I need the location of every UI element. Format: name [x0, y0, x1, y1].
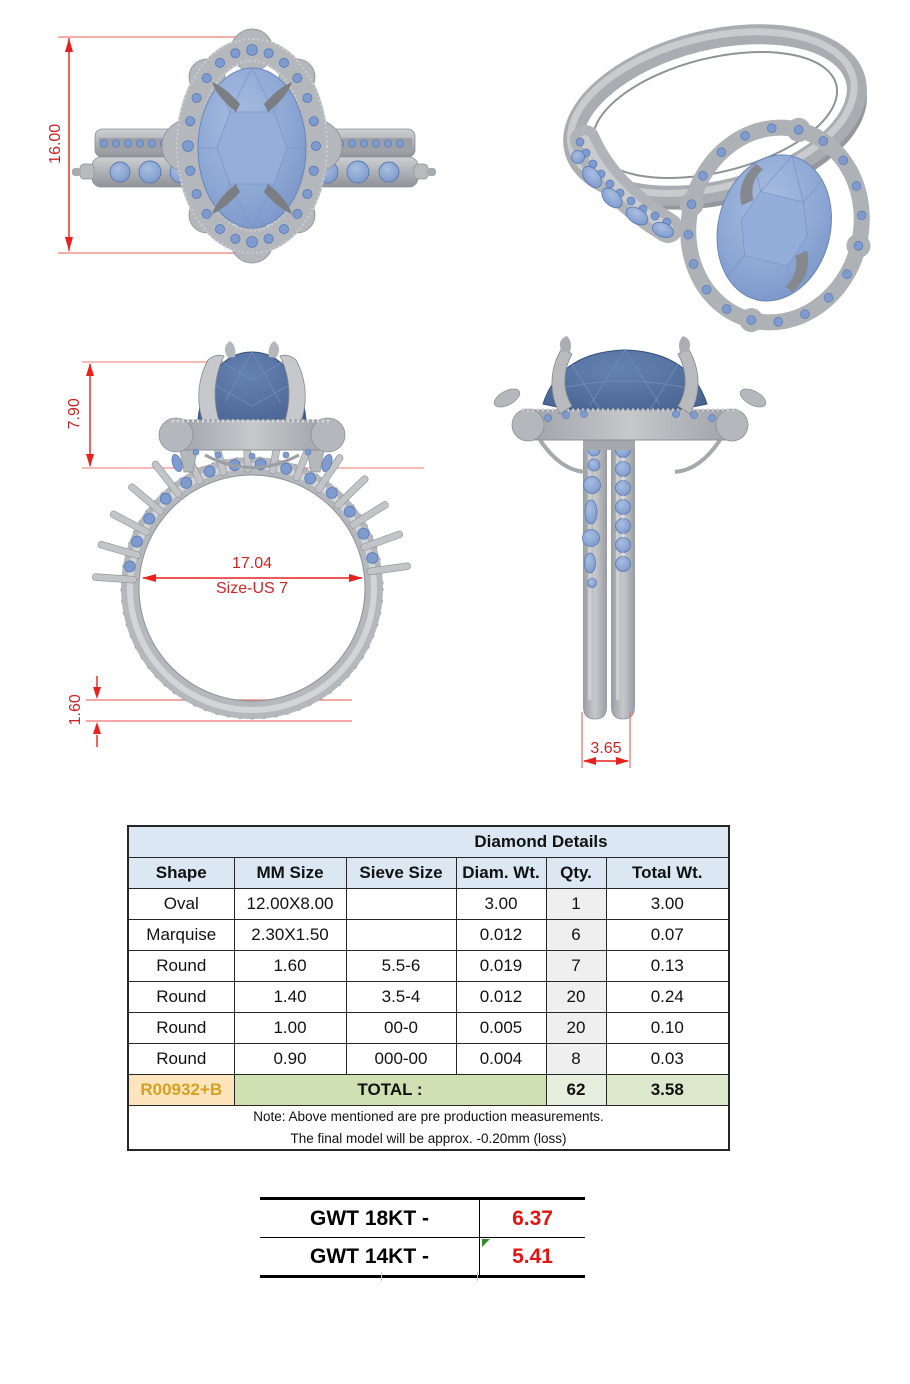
dim-overall-height: 16.00 [47, 123, 65, 164]
col-header-qty: Qty. [546, 858, 606, 889]
cell-mm-size: 2.30X1.50 [234, 920, 346, 951]
gwt-14kt-label: GWT 14KT - [260, 1238, 480, 1275]
gwt-row-18kt [260, 1200, 585, 1237]
cell-diam-wt: 0.019 [456, 951, 546, 982]
cell-mm-size: 1.40 [234, 982, 346, 1013]
gold-weight-box [260, 1197, 585, 1278]
cell-qty: 8 [546, 1044, 606, 1075]
cell-shape: Round [128, 1013, 234, 1044]
cell-sieve-size [346, 889, 456, 920]
gridline-stub [381, 1272, 382, 1281]
head-front [159, 341, 345, 473]
cell-mm-size: 0.90 [234, 1044, 346, 1075]
cell-qty: 6 [546, 920, 606, 951]
note-text [128, 1106, 729, 1151]
view-perspective [553, 3, 896, 355]
gridline-stub [477, 1272, 478, 1281]
cell-qty: 20 [546, 982, 606, 1013]
total-label: TOTAL : [234, 1075, 546, 1106]
note-row [128, 1106, 729, 1151]
cell-diam-wt: 0.005 [456, 1013, 546, 1044]
cell-mm-size: 12.00X8.00 [234, 889, 346, 920]
col-header-mm-size: MM Size [234, 858, 346, 889]
dim-inner-diameter: 17.04 [231, 555, 273, 572]
table-row [128, 982, 729, 1013]
cell-mm-size: 1.00 [234, 1013, 346, 1044]
table-row [128, 889, 729, 920]
total-row [128, 1075, 729, 1106]
diamond-details-table [127, 825, 730, 1151]
cell-shape: Round [128, 951, 234, 982]
cell-diam-wt: 0.012 [456, 982, 546, 1013]
cell-qty: 7 [546, 951, 606, 982]
col-header-diam-wt: Diam. Wt. [456, 858, 546, 889]
total-qty: 62 [546, 1075, 606, 1106]
head-perspective [653, 95, 896, 356]
cell-mm-size: 1.60 [234, 951, 346, 982]
note-line-2: The final model will be approx. -0.20mm (loss) [290, 1130, 567, 1146]
cell-sieve-size: 00-0 [346, 1013, 456, 1044]
cell-diam-wt: 0.004 [456, 1044, 546, 1075]
cell-shape: Oval [128, 889, 234, 920]
table-row [128, 1044, 729, 1075]
cell-total-wt: 0.13 [606, 951, 729, 982]
cell-sieve-size: 5.5-6 [346, 951, 456, 982]
col-header-sieve-size: Sieve Size [346, 858, 456, 889]
table-row [128, 951, 729, 982]
cell-sieve-size [346, 920, 456, 951]
cell-shape: Round [128, 1044, 234, 1075]
cell-total-wt: 0.24 [606, 982, 729, 1013]
total-weight: 3.58 [606, 1075, 729, 1106]
col-header-shape: Shape [128, 858, 234, 889]
cell-sieve-size: 000-00 [346, 1044, 456, 1075]
dim-bands-width: 3.65 [590, 740, 622, 757]
table-row [128, 1013, 729, 1044]
cell-total-wt: 3.00 [606, 889, 729, 920]
view-side [491, 336, 768, 768]
view-top [58, 29, 436, 263]
view-front [82, 341, 424, 747]
dim-head-height: 7.90 [66, 398, 84, 430]
gwt-14kt-value: 5.41 [512, 1244, 553, 1268]
center-stone-top [198, 68, 306, 228]
dim-ring-size: Size-US 7 [215, 580, 289, 597]
cell-shape: Round [128, 982, 234, 1013]
table-title: Diamond Details [128, 826, 729, 858]
gwt-18kt-label: GWT 18KT - [260, 1200, 480, 1237]
cell-total-wt: 0.03 [606, 1044, 729, 1075]
model-number: R00932+B [128, 1075, 234, 1106]
cell-diam-wt: 0.012 [456, 920, 546, 951]
gwt-row-14kt [260, 1237, 585, 1275]
cell-qty: 1 [546, 889, 606, 920]
cell-qty: 20 [546, 1013, 606, 1044]
dim-band-thickness: 1.60 [67, 694, 85, 726]
note-line-1: Note: Above mentioned are pre production measurements. [253, 1109, 604, 1124]
cell-total-wt: 0.07 [606, 920, 729, 951]
cell-diam-wt: 3.00 [456, 889, 546, 920]
gwt-18kt-value: 6.37 [512, 1206, 553, 1230]
band-loop [553, 3, 881, 235]
cell-shape: Marquise [128, 920, 234, 951]
col-header-total-wt: Total Wt. [606, 858, 729, 889]
table-row [128, 920, 729, 951]
cell-total-wt: 0.10 [606, 1013, 729, 1044]
cell-sieve-size: 3.5-4 [346, 982, 456, 1013]
